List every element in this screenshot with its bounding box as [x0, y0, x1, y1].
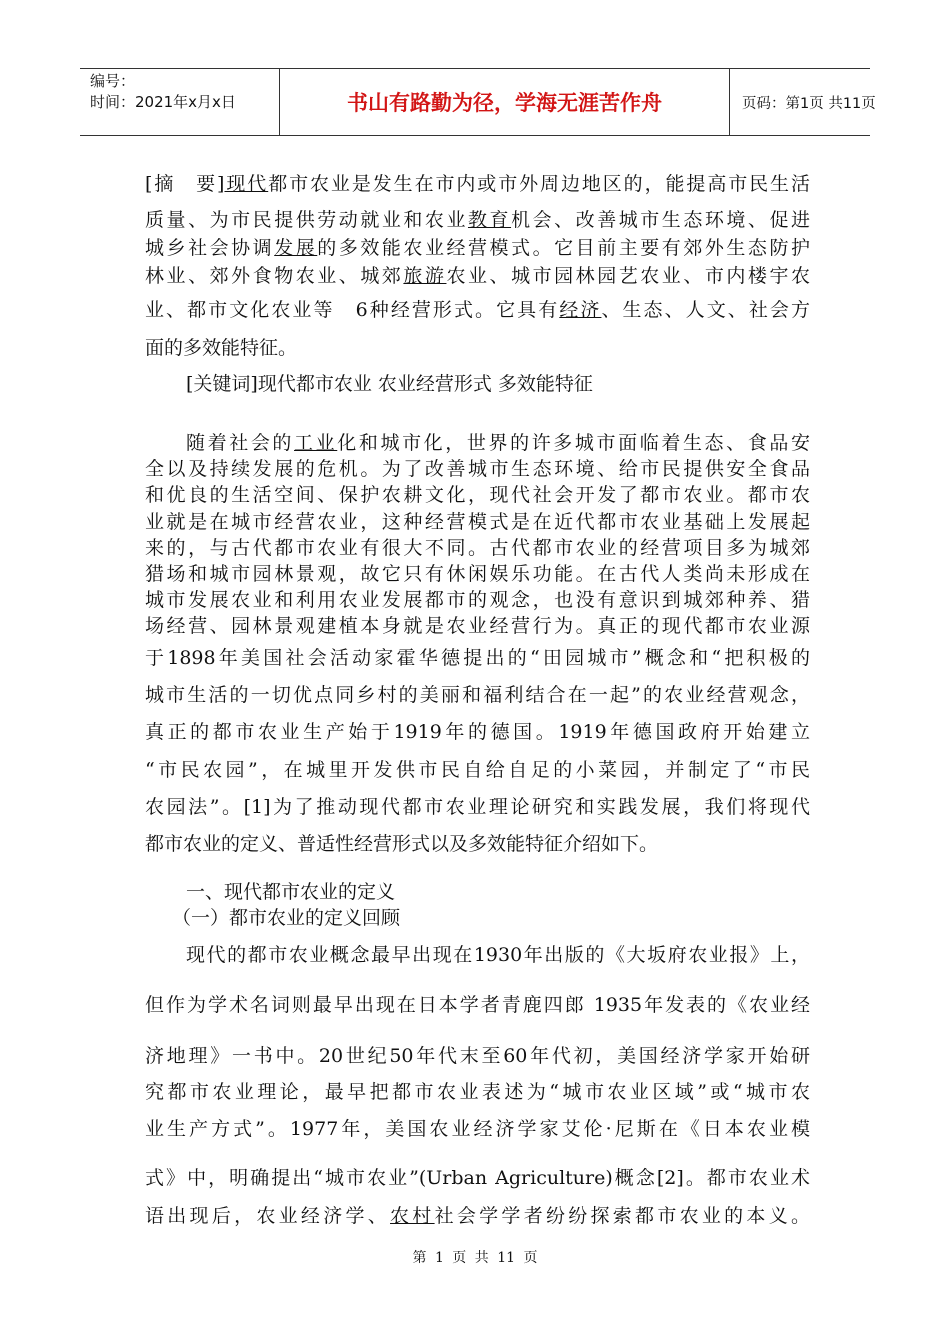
- text-run: 究都市农业理论，最早把都市农业表述为“城市农业区域”或“城市农: [145, 1081, 810, 1103]
- text-run: 都市农业的定义、普适性经营形式以及多效能特征介绍如下。: [145, 833, 659, 855]
- text-run: 和优良的生活空间、保护农耕文化，现代社会开发了都市农业。都市农: [145, 484, 810, 506]
- abstract-line: [145, 172, 810, 196]
- text-run: 、生态、人文、社会方: [601, 299, 810, 321]
- text-run: 业生产方式”。1977年，美国农业经济学家艾伦·尼斯在《日本农业模: [145, 1118, 810, 1140]
- text-run: 业就是在城市经营农业，这种经营模式是在近代都市农业基础上发展起: [145, 511, 810, 533]
- abstract-line: [145, 298, 810, 322]
- body-line: [145, 795, 810, 819]
- text-run: 猎场和城市园林景观，故它只有休闲娱乐功能。在古代人类尚未形成在: [145, 563, 810, 585]
- subsection-heading: （一）都市农业的定义回顾: [172, 907, 401, 929]
- text-run: “市民农园”，在城里开发供市民自给自足的小菜园，并制定了“市民: [145, 759, 810, 781]
- text-run: 都市农业是发生在市内或市外周边地区的，能提高市民生活: [268, 173, 810, 195]
- text-run: 农园法”。[1]为了推动现代都市农业理论研究和实践发展，我们将现代: [145, 796, 810, 818]
- text-run: 随着社会的: [186, 432, 295, 454]
- section-line: [145, 1044, 810, 1068]
- section-line: [145, 1204, 810, 1228]
- number-label: 编号：: [90, 72, 136, 90]
- text-run: 城乡社会协调: [145, 237, 275, 259]
- text-run: 来的，与古代都市农业有很大不同。古代都市农业的经营项目多为城郊: [145, 537, 810, 559]
- body-line: [145, 683, 810, 707]
- text-run: 业、都市文化农业等 6种经营形式。它具有: [145, 299, 560, 321]
- section-line: [145, 1117, 810, 1141]
- body-line: [145, 510, 810, 534]
- section-line: [186, 943, 810, 967]
- body-line: [145, 457, 810, 481]
- body-line: [145, 588, 810, 612]
- section-heading: 一、现代都市农业的定义: [186, 881, 396, 903]
- body-line: [145, 562, 810, 586]
- keywords-line: [关键词]现代都市农业 农业经营形式 多效能特征: [186, 373, 593, 395]
- text-run: 机会、改善城市生态环境、促进: [511, 209, 810, 231]
- text-run: 质量、为市民提供劳动就业和农业: [145, 209, 468, 231]
- text-run: 城市生活的一切优点同乡村的美丽和福利结合在一起”的农业经营观念，: [145, 684, 810, 706]
- text-run: 但作为学术名词则最早出现在日本学者青鹿四郎 1935年发表的《农业经: [145, 994, 810, 1016]
- text-run: 社会学学者纷纷探索都市农业的本义。: [434, 1205, 810, 1227]
- header-page-info: 页码：第1页 共11页: [742, 95, 876, 112]
- header-motto-cell: [280, 69, 730, 135]
- text-run: 式》中，明确提出“城市农业”(Urban Agriculture)概念[2]。都市农业术: [145, 1167, 810, 1189]
- text-run: 语出现后，农业经济学、: [145, 1205, 391, 1227]
- body-line: [145, 483, 810, 507]
- hyperlink[interactable]: 经济: [559, 299, 602, 321]
- body-line: [145, 536, 810, 560]
- text-run: 全以及持续发展的危机。为了改善城市生态环境、给市民提供安全食品: [145, 458, 810, 480]
- date-label: 时间：2021年x月x日: [90, 93, 236, 111]
- abstract-line: [145, 208, 810, 232]
- text-run: 济地理》一书中。20世纪50年代末至60年代初，美国经济学家开始研: [145, 1045, 810, 1067]
- page-header-table: [80, 68, 876, 136]
- text-run: 化和城市化，世界的许多城市面临着生态、食品安: [337, 432, 810, 454]
- text-run: 于1898年美国社会活动家霍华德提出的“田园城市”概念和“把积极的: [145, 647, 810, 669]
- section-line: [145, 993, 810, 1017]
- body-line: [145, 614, 810, 638]
- text-run: 面的多效能特征。: [145, 337, 298, 359]
- text-run: [摘 要]: [145, 173, 225, 195]
- hyperlink[interactable]: 教育: [467, 209, 512, 231]
- text-run: 真正的都市农业生产始于1919年的德国。1919年德国政府开始建立: [145, 721, 810, 743]
- header-page-cell: [730, 69, 876, 135]
- text-run: 的多效能农业经营模式。它目前主要有郊外生态防护: [317, 237, 810, 259]
- text-run: 现代的都市农业概念最早出现在1930年出版的《大坂府农业报》上，: [186, 944, 810, 966]
- section-line: [145, 1166, 810, 1190]
- hyperlink[interactable]: 工业: [294, 432, 338, 454]
- abstract-line: [145, 264, 810, 288]
- text-run: 林业、郊外食物农业、城郊: [145, 265, 404, 287]
- body-line: [145, 646, 810, 670]
- abstract-line: [145, 336, 810, 360]
- text-run: 城市发展农业和利用农业发展都市的观念，也没有意识到城郊种养、猎: [145, 589, 810, 611]
- header-motto: 书山有路勤为径，学海无涯苦作舟: [347, 91, 662, 115]
- abstract-line: [145, 236, 810, 260]
- body-line: [145, 832, 810, 856]
- body-line: [145, 720, 810, 744]
- section-line: [145, 1080, 810, 1104]
- body-line: [186, 431, 810, 455]
- page-footer: 第 1 页 共 11 页: [412, 1250, 538, 1266]
- header-meta-cell: [80, 69, 280, 135]
- body-line: [145, 758, 810, 782]
- text-run: 农业、城市园林园艺农业、市内楼宇农: [446, 265, 810, 287]
- hyperlink[interactable]: 现代: [224, 173, 269, 195]
- hyperlink[interactable]: 旅游: [403, 265, 447, 287]
- hyperlink[interactable]: 农村: [390, 1205, 435, 1227]
- hyperlink[interactable]: 发展: [274, 237, 318, 259]
- text-run: 场经营、园林景观建植本身就是农业经营行为。真正的现代都市农业源: [145, 615, 810, 637]
